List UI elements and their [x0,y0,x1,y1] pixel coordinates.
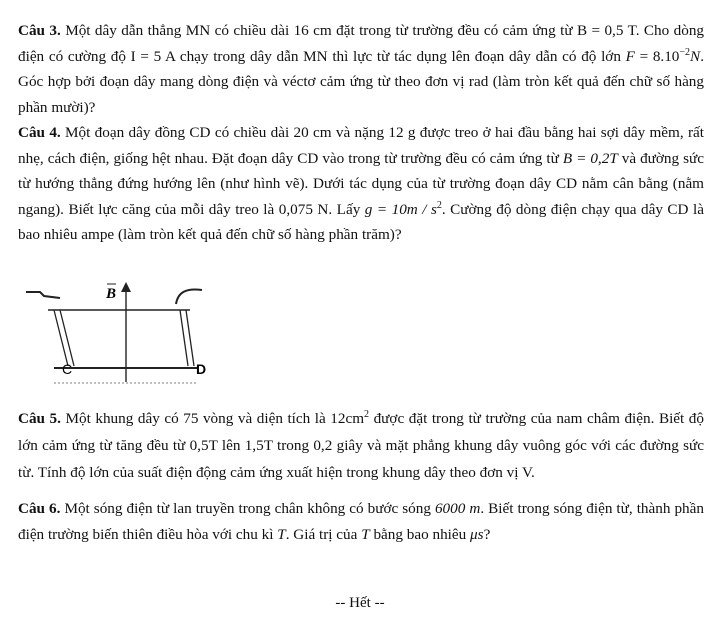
question-4-text-3: . Cường độ dòng điện chạy qua dây CD là bao nhiêu ampe (làm tròn kết quả đến chữ số hàng phần trăm)? [18,200,704,244]
gravity-exponent: 2 [436,199,442,211]
wavelength-value: 6000 m [434,500,481,517]
question-4-text-1: Một đoạn dây đồng CD có chiều dài 20 cm và nặng 12 g được treo ở hai đầu bằng hai sợi dây mềm, rất nhẹ, cách điện, giống hệt nhau. Đặt đoạn dây CD vào trong từ trường đều có cảm ứng từ [18,124,704,167]
force-exponent: −2 [679,46,691,58]
question-5-text-1: Một khung dây có 75 vòng và diện tích là 12cm [60,410,365,427]
wire-diagram [18,278,218,398]
period-variable: T [277,525,286,543]
question-3-text-2: = 8.10 [634,47,680,65]
question-6-text-5: ? [483,525,491,543]
question-5-text-2: được đặt trong từ trường của nam châm điện. Biết độ lớn cảm ứng từ tăng đều từ 0,5T lên 1,5T trong 0,2 giây và mặt phẳng khung dây vuông góc với các đường sức từ. Tính độ lớn của suất điện động cảm ứng xuất hiện trong khung dây theo đơn vị V. [18,410,704,481]
field-label: B [106,286,117,302]
right-support [176,290,202,304]
force-unit: N [690,47,701,65]
question-5-label: Câu 5. [18,410,61,427]
question-3-text-1: Một dây dẫn thẳng MN có chiều dài 16 cm đặt trong từ trường đều có cảm ứng từ B = 0,5 T. Cho dòng điện có cường độ I = 5 A chạy trong dây dẫn MN thì lực từ tác dụng lên đoạn dây dẫn có độ lớn [18,22,705,65]
end-marker: -- Hết -- [335,595,385,611]
left-thread-a [54,310,68,366]
gravity-expression: g = 10m / s [364,200,437,218]
question-6-text-1: Một sóng điện từ lan truyền trong chân không có bước sóng [60,500,435,517]
field-expression: B = 0,2T [562,149,618,167]
force-variable: F [625,47,635,65]
period-variable-2: T [361,525,370,543]
question-3-text-3: . Góc hợp bởi đoạn dây mang dòng điện và véctơ cảm ứng từ theo đơn vị rad (làm tròn kết quả đến chữ số hàng phần mười)? [18,47,704,116]
question-6-text-3: . Giá trị của [285,525,362,543]
left-support [26,292,60,298]
question-6-text-2: . Biết trong sóng điện từ, thành phần điện trường biến thiên điều hòa với chu kì [18,500,704,543]
unit-microsecond: μs [470,525,484,543]
wire-figure [18,278,218,398]
question-5 [18,405,704,486]
point-d-label: D [196,361,207,377]
question-4-text-2: và đường sức từ hướng thẳng đứng hướng lên (như hình vẽ). Dưới tác dụng của từ trường đoạn dây CD nằm cân bằng (nằm ngang). Biết lực căng của mỗi dây treo là 0,075 N. Lấy [18,149,704,218]
question-6-text-4: bằng bao nhiêu [369,525,471,543]
field-arrow-icon [121,282,131,292]
question-3 [18,18,704,120]
question-4 [18,120,704,248]
question-3-label: Câu 3. [18,22,61,39]
point-c-label: C [62,361,73,377]
question-6-label: Câu 6. [18,500,61,517]
question-4-label: Câu 4. [18,124,61,141]
question-6 [18,496,704,547]
left-thread-b [60,310,74,366]
area-exponent: 2 [364,408,370,420]
